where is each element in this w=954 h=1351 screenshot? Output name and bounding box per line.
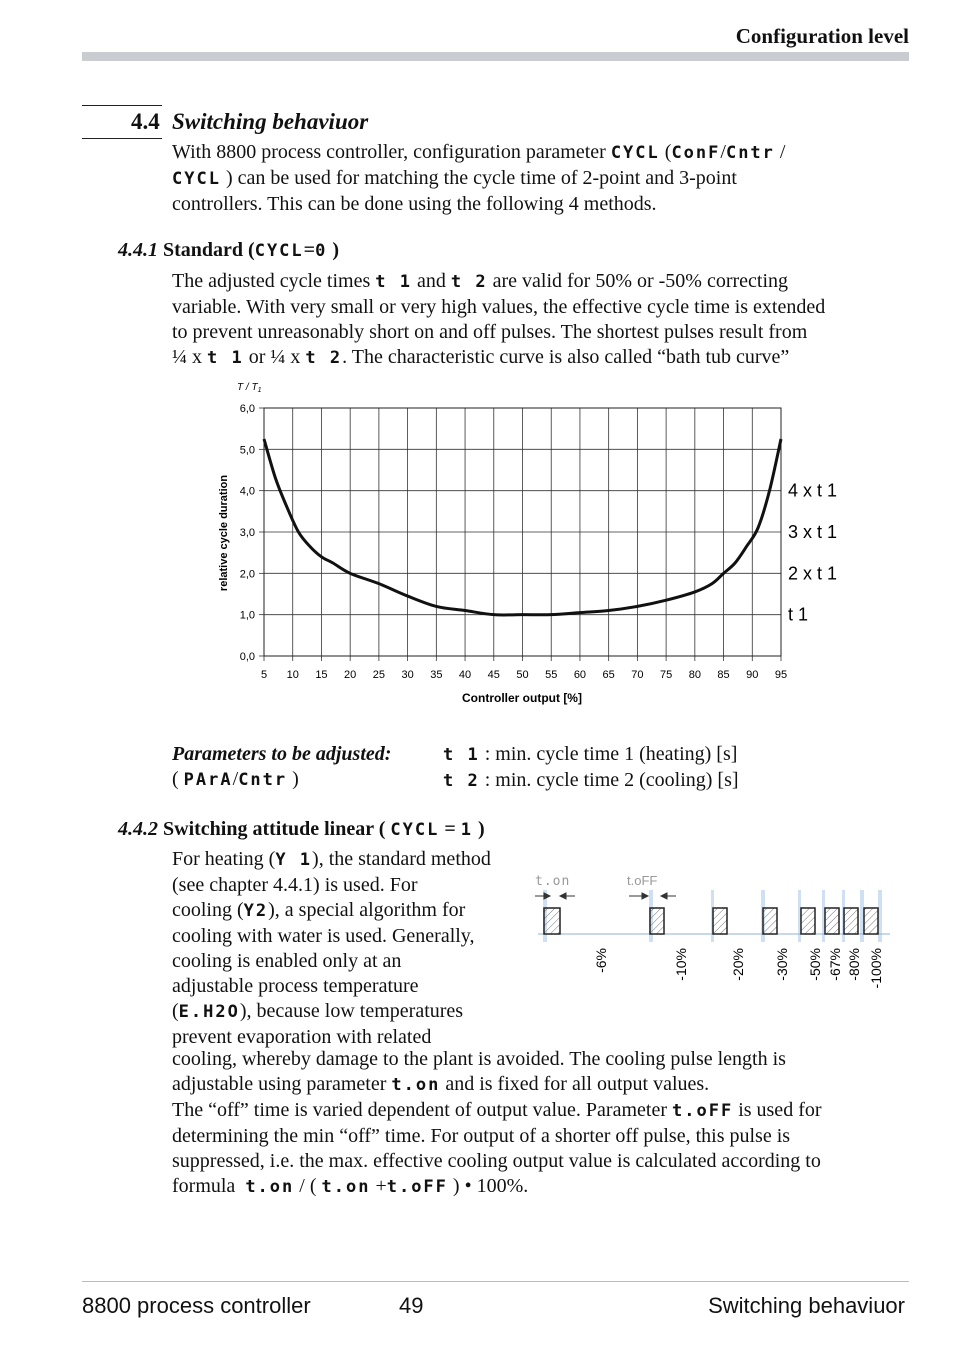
y-tick-label: 0,0 xyxy=(239,651,255,663)
x-tick-label: 20 xyxy=(344,669,357,681)
x-tick-label: 70 xyxy=(631,669,644,681)
params-list: t 1 : min. cycle time 1 (heating) [s] t 2 : min. cycle time 2 (cooling) [s] xyxy=(443,743,739,791)
footer-product: 8800 process controller xyxy=(82,1293,311,1318)
x-tick-labels xyxy=(261,669,787,681)
output-label: -10% xyxy=(673,948,689,981)
dimension-arrows xyxy=(535,893,676,899)
linear-paragraph-full: cooling, whereby damage to the plant is avoided. The cooling pulse length is adjustable using parameter t.on and is fixed for all output values. The “off” time is varied dependent of output value. Parameter t.oFF is used for determining the min “off” time. For output of a shorter off pulse, this pulse is suppressed, i.e. the max. effective cooling output value is calculated according to formula t.on / ( t.on +t.oFF ) • 100%. xyxy=(172,1048,822,1197)
standard-paragraph: The adjusted cycle times t 1 and t 2 are valid for 50% or -50% correcting variable. With very small or very high values, the effective cycle time is extended to prevent unreasonably short on and off pulses. The shortest pulses result from ¼ x t 1 or ¼ x t 2. The characteristic curve is also called “bath tub curve” xyxy=(172,270,826,368)
cooling-pulse xyxy=(844,908,858,934)
y-tick-labels xyxy=(240,403,255,663)
x-tick-label: 80 xyxy=(688,669,701,681)
y-tick-label: 6,0 xyxy=(239,403,255,415)
y-axis-label: relative cycle duration xyxy=(218,474,230,592)
right-labels xyxy=(788,481,837,625)
x-tick-label: 85 xyxy=(717,669,730,681)
section-title: Switching behaviuor xyxy=(172,109,369,134)
cooling-pulse xyxy=(650,908,664,934)
x-tick-label: 75 xyxy=(659,669,673,681)
subsection-4-4-1-heading: 4.4.1 Standard (CYCL=0 ) xyxy=(118,239,339,261)
cooling-pulse xyxy=(763,908,777,934)
section-number: 4.4 xyxy=(131,109,160,134)
x-tick-label: 55 xyxy=(545,669,558,681)
footer-section: Switching behaviuor xyxy=(708,1293,905,1318)
t-off-label: t.oFF xyxy=(627,873,658,888)
x-tick-label: 50 xyxy=(516,669,529,681)
x-tick-label: 65 xyxy=(602,669,615,681)
output-label: -100% xyxy=(868,948,884,989)
t-on-label: t.on xyxy=(535,874,571,889)
x-tick-label: 30 xyxy=(401,669,414,681)
page-header-title: Configuration level xyxy=(735,24,909,48)
x-tick-label: 95 xyxy=(774,669,788,681)
y-tick-label: 4,0 xyxy=(239,485,255,498)
cooling-pulse xyxy=(544,908,560,934)
cooling-pulse xyxy=(713,908,727,934)
bathtub-chart xyxy=(205,375,865,710)
linear-paragraph-left: For heating (Y 1), the standard method (see chapter 4.4.1) is used. For cooling (Y2), a special algorithm for cooling with water is used. Generally, cooling is enabled only at an adjustable process temperature (E.H2O), because low temperatures prevent evaporation with related xyxy=(172,848,491,1048)
footer-rule xyxy=(82,1281,909,1282)
x-tick-label: 10 xyxy=(286,669,299,681)
output-labels xyxy=(593,948,884,988)
output-label: -20% xyxy=(730,948,746,981)
x-tick-label: 5 xyxy=(260,669,268,681)
x-tick-label: 35 xyxy=(430,669,443,681)
cooling-pulse xyxy=(864,908,878,934)
subsection-4-4-2-heading: 4.4.2 Switching attitude linear ( CYCL = 1 ) xyxy=(118,818,485,840)
output-label: -6% xyxy=(593,948,609,973)
params-block: Parameters to be adjusted: ( PArA/Cntr ) xyxy=(172,743,392,790)
right-label: 2 x t 1 xyxy=(788,563,838,584)
y-unit-label: T / $T_1$ xyxy=(237,382,262,394)
x-axis-label: Controller output [%] xyxy=(462,691,582,705)
params-title: Parameters to be adjusted: xyxy=(172,743,392,765)
y-tick-label: 1,0 xyxy=(239,609,255,622)
x-tick-label: 25 xyxy=(372,669,386,681)
pulse-diagram xyxy=(530,862,900,1002)
y-tick-label: 3,0 xyxy=(239,527,255,539)
right-label: 3 x t 1 xyxy=(788,522,838,542)
x-tick-label: 60 xyxy=(573,669,587,681)
intro-paragraph: With 8800 process controller, configuration parameter CYCL (ConF/Cntr / CYCL ) can be used for matching the cycle time of 2-point and 3-point controllers. This can be done using the following 4 methods. xyxy=(172,141,786,215)
footer-page-number: 49 xyxy=(399,1293,424,1318)
output-label: -67% xyxy=(827,948,843,981)
x-tick-label: 15 xyxy=(315,669,328,681)
x-tick-label: 45 xyxy=(487,669,500,681)
x-tick-label: 90 xyxy=(746,669,759,681)
output-label: -80% xyxy=(846,948,862,981)
y-tick-label: 5,0 xyxy=(239,444,255,457)
header-bar xyxy=(82,52,909,61)
output-label: -30% xyxy=(774,948,790,981)
cooling-pulse xyxy=(825,908,839,934)
right-label: t 1 xyxy=(788,604,809,625)
right-label: 4 x t 1 xyxy=(788,480,838,501)
x-tick-label: 40 xyxy=(458,669,472,681)
cooling-pulse xyxy=(801,908,815,934)
y-tick-label: 2,0 xyxy=(239,568,255,581)
chart-grid xyxy=(259,408,781,661)
output-label: -50% xyxy=(807,948,823,981)
